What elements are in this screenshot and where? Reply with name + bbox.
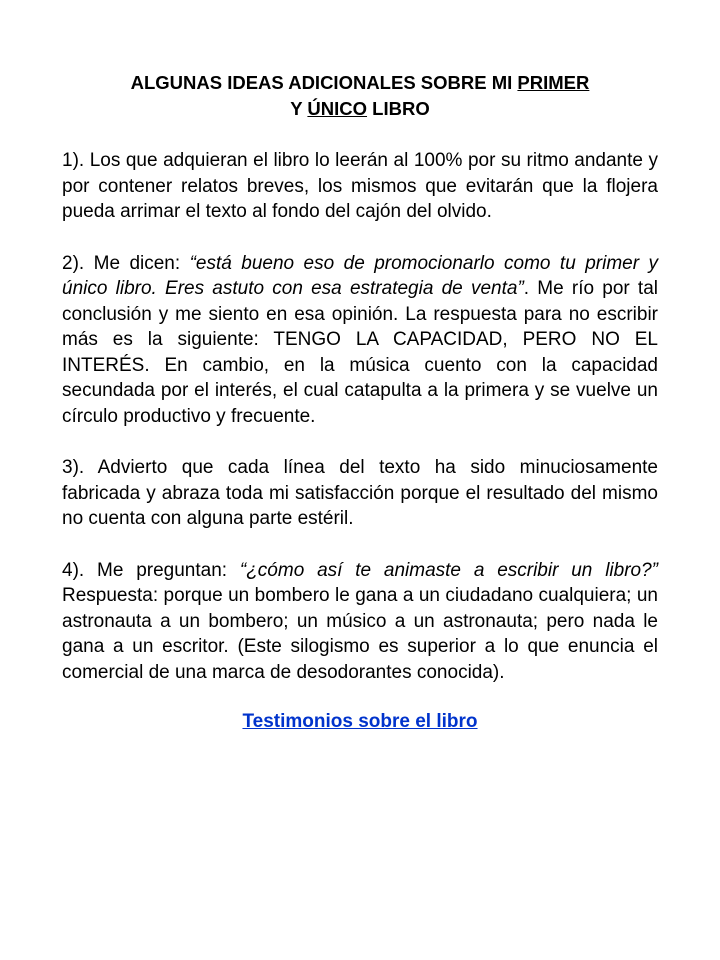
paragraph-4-post: Respuesta: porque un bombero le gana a un ciudadano cualquiera; un astronauta a un bombero; un músico a un astronauta; pero nada le gana a un escritor. (Este silogismo es superior a lo que enuncia el comercial de una marca de desodorantes conocida). bbox=[62, 585, 658, 683]
document-title bbox=[62, 70, 658, 122]
paragraph-2-post: . Me río por tal conclusión y me siento en esa opinión. La respuesta para no escribir más es la siguiente: TENGO LA CAPACIDAD, PERO NO EL INTERÉS. En cambio, en la música cuento con la capacidad secundada por el interés, el cual catapulta a la primera y se vuelve un círculo productivo y frecuente. bbox=[62, 278, 658, 427]
paragraph-3: 3). Advierto que cada línea del texto ha sido minuciosamente fabricada y abraza toda mi satisfacción porque el resultado del mismo no cuenta con alguna parte estéril. bbox=[62, 457, 658, 529]
paragraph-4-pre: 4). Me preguntan: bbox=[62, 559, 240, 581]
testimonios-link[interactable]: Testimonios sobre el libro bbox=[242, 711, 478, 732]
document-page bbox=[62, 70, 658, 733]
title-line2-pre: Y bbox=[290, 98, 308, 119]
title-part1: ALGUNAS IDEAS ADICIONALES SOBRE MI bbox=[130, 72, 518, 93]
title-primer: PRIMER bbox=[517, 72, 590, 93]
paragraph-1: 1). Los que adquieran el libro lo leerán al 100% por su ritmo andante y por contener relatos breves, los mismos que evitarán que la flojera pueda arrimar el texto al fondo del cajón del olvido. bbox=[62, 150, 658, 222]
paragraph-2 bbox=[62, 251, 658, 430]
title-line2-post: LIBRO bbox=[367, 98, 430, 119]
paragraph-2-quote: “está bueno eso de promocionarlo como tu primer y único libro. Eres astuto con esa estrategia de venta” bbox=[62, 252, 658, 299]
title-unico: ÚNICO bbox=[307, 98, 368, 119]
paragraph-4-quote: “¿cómo así te animaste a escribir un libro?” bbox=[239, 559, 658, 581]
link-row bbox=[62, 711, 658, 733]
paragraph-4 bbox=[62, 558, 658, 686]
paragraph-2-pre: 2). Me dicen: bbox=[62, 252, 190, 274]
